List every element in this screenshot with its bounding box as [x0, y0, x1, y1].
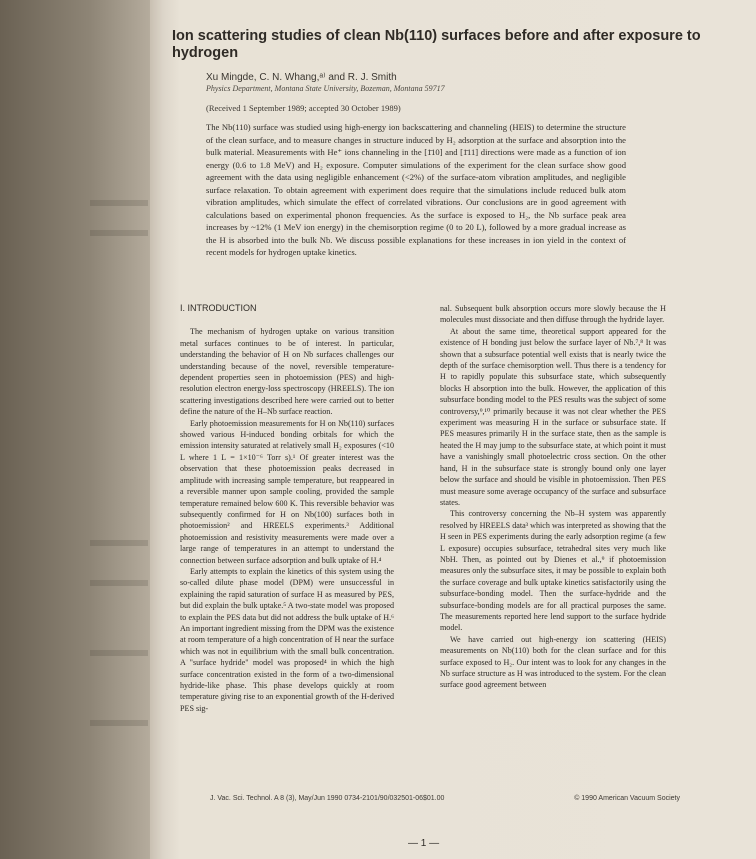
journal-citation: J. Vac. Sci. Technol. A 8 (3), May/Jun 1990 0734-2101/90/032501-06$01.00: [210, 795, 445, 802]
paragraph: At about the same time, theoretical support appeared for the existence of H bonding just below the surface layer of Nb.⁷,⁸ It was shown that a subsurface potential well exists that is nearly twice the depth of the surface chemisorption well. Thus there is a tendency for H to rapidly populate this subsurface state, which subsequently blocks H absorption into the bulk. However, the application of this subsurface bonding model to the PES results was the subject of some controversy,⁹,¹⁰ primarily because it was not clear whether the PES experiment was measuring H in the surface or subsurface state. If PES measures primarily H in the surface state, then as the sample is heated the H may jump to the subsurface state, at which point it must have a vanishingly small photoelectric cross section. On the other hand, H in the subsurface state is strongly bound only one layer below the surface and should be visible in photoemission. Then PES must measure some average occupancy of the surface and subsurface states.: [440, 326, 666, 507]
paragraph: Early photoemission measurements for H on Nb(110) surfaces showed various H-induced bonding orbitals for which the emission intensity saturated at relatively small H₂ exposures (<10 L where 1 L = 1×10⁻⁶ Torr s).¹ Of greater interest was the observation that these photoemission peaks decreased in amplitude with increasing sample temperature, but reappeared in a reversible manner upon sample cooling, provided the sample temperature remained below 600 K. This reversible behavior was subsequently confirmed for H on Nb(100) surfaces both in photoemission² and HREELS experiments.³ Additional photoemission and resistivity measurements were made over a large range of temperatures in an attempt to understand the connection between surface adsorption and bulk uptake of H.⁴: [180, 418, 394, 565]
facing-page-edge: [0, 0, 150, 859]
ghost-text-line: [90, 540, 148, 546]
paragraph: We have carried out high-energy ion scattering (HEIS) measurements on Nb(110) both for the clean surface and for this surface exposed to H₂. Our intent was to look for any changes in the Nb surface structure as H was introduced to the system. For the clean surface good agreement between: [440, 634, 666, 690]
abstract: The Nb(110) surface was studied using high-energy ion backscattering and channeling (HEIS) to determine the structure of the clean surface, and to measure changes in structure induced by H₂ adsorption at the surface and absorption into the bulk material. Measurements with He⁺ ions channeling in the [1̄10] and [1̄11] directions were made as a function of ion energy (0.6 to 1.8 MeV) and H₂ exposure. Computer simulations of the experiment for the clean surface show good agreement with the data using negligible enhancement (<2%) of the surface-atom vibration amplitudes, and negligible surface relaxation. To obtain agreement with experiment does require that the simulations include reduced bulk atom vibration amplitudes, which simulate the effect of correlated vibrations. Our conclusions are in good agreement with calculations based on experimental phonon frequencies. As the surface is exposed to H₂, the Nb surface peak area increases by ~12% (1 MeV ion energy) in the chemisorption regime (0 to 20 L), followed by a more gradual increase as the H is absorbed into the bulk Nb. We discuss possible explanations for these increases in ion yield in the context of recent models for hydrogen uptake kinetics.: [206, 122, 626, 258]
ghost-text-line: [90, 720, 148, 726]
copyright: © 1990 American Vacuum Society: [574, 795, 680, 802]
journal-page: [150, 0, 756, 859]
ghost-text-line: [90, 230, 148, 236]
page-footer: [210, 795, 680, 802]
article-title: Ion scattering studies of clean Nb(110) surfaces before and after exposure to hydrogen: [172, 28, 701, 61]
paragraph: Early attempts to explain the kinetics of this system using the so-called dilute phase model (DPM) were unsuccessful in explaining the rapid saturation of surface H as measured by PES, but did explain the bulk uptake.⁵ A two-state model was proposed to explain the PES data but did not address the bulk uptake of H.⁶ An important ingredient missing from the DPM was the existence at room temperature of a high concentration of H near the surface which was not in equilibrium with the small bulk concentration. A "surface hydride" model was proposed⁴ in which the high surface concentration existed in the form of a two-dimensional hydride-like phase. This phase develops quickly at room temperature giving rise to an exponential growth of the H-derived PES sig-: [180, 566, 394, 713]
author-affiliation: Physics Department, Montana State University, Bozeman, Montana 59717: [206, 84, 445, 93]
paragraph: The mechanism of hydrogen uptake on various transition metal surfaces continues to be of interest. In particular, understanding the behavior of H on Nb surfaces challenges our understanding because of the novel, reversible temperature-dependent properties seen in photoemission (PES) and high-resolution electron energy-loss spectroscopy (HREELS). The ion scattering investigations described here were carried out to better define the nature of the H–Nb surface reaction.: [180, 327, 394, 417]
ghost-text-line: [90, 580, 148, 586]
received-dates: (Received 1 September 1989; accepted 30 October 1989): [206, 103, 401, 113]
right-column: [440, 303, 666, 691]
ghost-text-line: [90, 200, 148, 206]
article-authors: Xu Mingde, C. N. Whang,ᵃ⁾ and R. J. Smith: [206, 72, 397, 83]
paragraph: This controversy concerning the Nb–H system was apparently resolved by HREELS data³ which was interpreted as showing that the H seen in PES experiments during the early adsorption regime (a few L exposure) occupies subsurface, tetrahedral sites very much like NbH. Then, as pointed out by Dienes et al.,⁹ if photoemission measures only the subsurface sites, it may be possible to explain both the surface coverage and bulk uptake kinetics satisfactorily using the subsurface-bonding model. Then the surface-hydride and the subsurface-bonding models are for all practical purposes the same. The measurements reported here lend support to the surface hydride model.: [440, 509, 666, 633]
ghost-text-line: [90, 650, 148, 656]
section-heading: I. INTRODUCTION: [180, 303, 257, 313]
page-number: — 1 —: [408, 838, 440, 849]
left-column: [180, 303, 394, 714]
paragraph: nal. Subsequent bulk absorption occurs more slowly because the H molecules must dissociate and then diffuse through the hydride layer.: [440, 304, 666, 325]
